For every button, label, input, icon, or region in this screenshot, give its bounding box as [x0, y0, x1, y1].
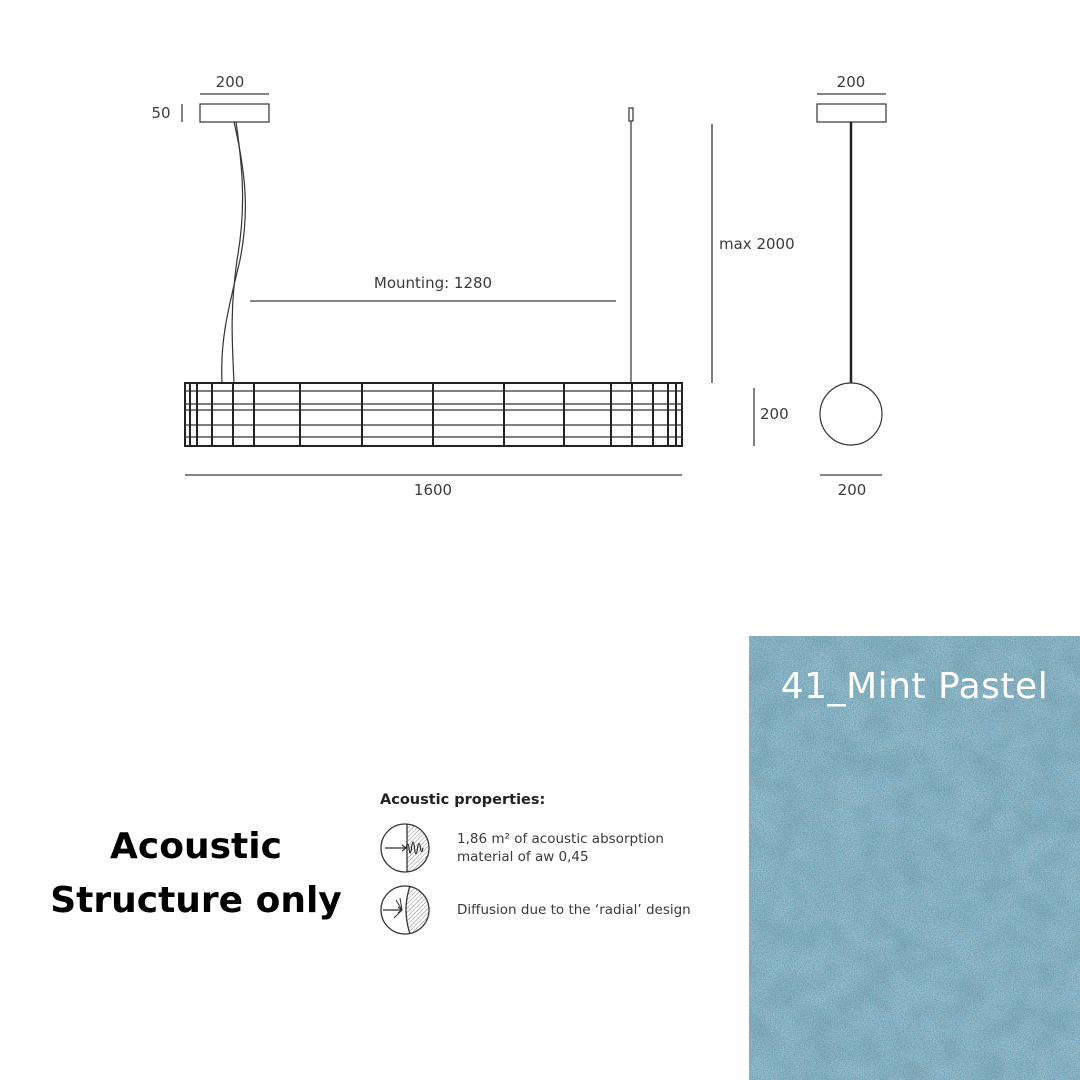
acoustic-heading: Acoustic properties:	[380, 792, 546, 808]
dim-total-length: 1600	[413, 481, 453, 499]
lamp-body-end	[820, 383, 882, 445]
cable-anchor-right	[629, 108, 633, 121]
acoustic-item-absorption	[380, 822, 720, 874]
swatch-label: 41_Mint Pastel	[780, 666, 1049, 707]
canopy-left	[200, 104, 269, 122]
dim-diameter: 200	[837, 481, 867, 499]
canopy-right	[817, 104, 886, 122]
diffusion-icon	[380, 884, 432, 936]
color-swatch	[749, 636, 1080, 1080]
dim-body-height: 200	[760, 405, 789, 423]
absorption-icon	[380, 822, 432, 874]
acoustic-item-diffusion	[380, 884, 720, 936]
lamp-body-side	[185, 383, 682, 446]
dim-max-drop: max 2000	[719, 235, 795, 253]
dim-canopy-height: 50	[151, 104, 171, 122]
absorption-text: 1,86 m² of acoustic absorption material of aw 0,45	[457, 831, 664, 865]
cable-left	[222, 122, 246, 383]
dim-canopy-width-right: 200	[836, 73, 866, 91]
title-line-1: Acoustic	[110, 826, 282, 867]
acoustic-properties	[380, 792, 720, 946]
title-line-2: Structure only	[50, 880, 342, 921]
dim-mounting: Mounting: 1280	[373, 274, 493, 292]
title-block	[40, 820, 352, 928]
diffusion-text: Diffusion due to the ‘radial’ design	[457, 902, 691, 918]
dim-canopy-width-left: 200	[215, 73, 245, 91]
